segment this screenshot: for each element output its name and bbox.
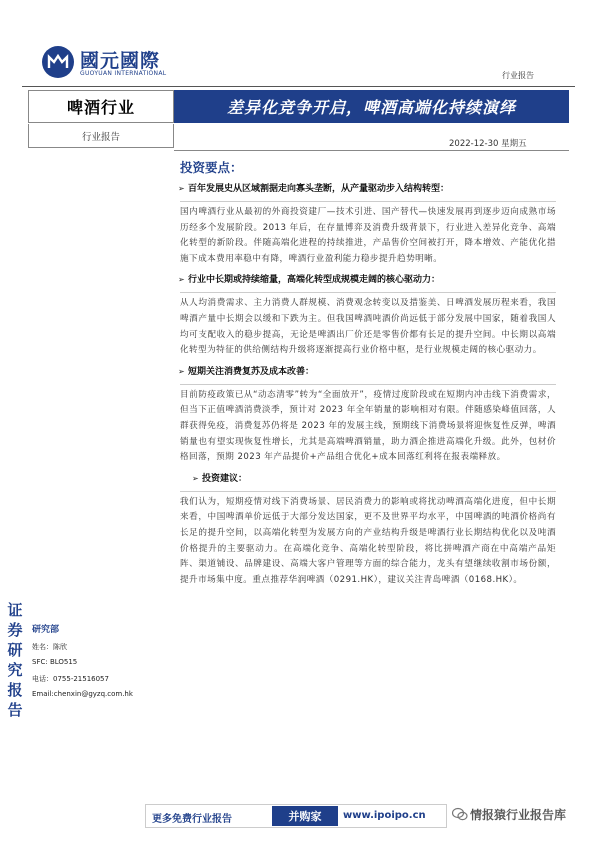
section-heading: 投资要点： xyxy=(180,160,243,175)
date-divider xyxy=(174,150,569,151)
logo-text-en: GUOYUAN INTERNATIONAL xyxy=(80,70,167,77)
report-type: 行业报告 xyxy=(81,131,120,143)
sector-label: 啤酒行业 xyxy=(66,98,135,117)
bullet-heading: ➢ 百年发展史从区域割据走向寡头垄断，从产量驱动步入结构转型： xyxy=(180,182,556,196)
analyst-email[interactable]: Email:chenxin@gyzq.com.hk xyxy=(32,690,133,698)
promo-text: 更多免费行业报告 xyxy=(152,814,232,825)
logo-text-cn: 國元國際 xyxy=(80,50,161,72)
paragraph: 从人均消费需求、主力消费人群规模、消费观念转变以及措鉴美、日啤酒发展历程来看，我国啤酒产量中长期会以缓和下跌为主。但我国啤酒吨酒价尚远低于部分发展中国家，随着我国人均可支配收入的稳步提高，无论是啤酒出厂价还是零售价都有长足的提升空间。中长期以高端化转型为特征的供给侧结构升级将逐渐提高行业价格中枢，是行业规模走阔的核心驱动力。 xyxy=(180,298,556,356)
report-type-box xyxy=(28,124,174,148)
bullet-heading: ➢ 短期关注消费复苏及成本改善： xyxy=(180,365,556,379)
paragraph: 我们认为，短期疫情对线下消费场景、居民消费力的影响或将扰动啤酒高端化进度，但中长期来看，中国啤酒单价远低于大部分发达国家，更不及世界平均水平，中国啤酒的吨酒价格尚有长足的提升空间，以高端化转型为发展方向的产业结构升级是啤酒行业长期结构优化以及吨酒价格提升的主要驱动力。在高端化竞争、高端化转型阶段，将比拼啤酒产商在中高端产品矩阵、渠道铺设、品牌建设、高端大客户管理等方面的综合能力，龙头有望继续收割市场份额，提升市场集中度。重点推荐华润啤酒（0291.HK），建议关注青岛啤酒（0168.HK）。 xyxy=(180,496,556,585)
divider xyxy=(180,201,556,202)
vertical-label xyxy=(6,600,24,720)
logo-icon xyxy=(42,46,74,78)
divider xyxy=(180,491,556,492)
bullet-heading: ➢ 投资建议： xyxy=(180,472,556,486)
vertical-char: 报 xyxy=(7,681,23,699)
report-date: 2022-12-30 星期五 xyxy=(449,139,527,149)
paragraph: 国内啤酒行业从最初的外商投资建厂—技术引进、国产替代—快速发展再到逐步迈向成熟市场历经多个发展阶段。2013 年后，在存量博弈及消费升级背景下，行业进入差异化竞争、高端化转型的新阶段。伴随高端化进程的持续推进，产品售价空间被打开，降本增效、产能优化措施下成本费用率稳中有降，啤酒行业盈利能力稳步提升趋势明晰。 xyxy=(180,207,556,264)
headline-bar xyxy=(174,90,569,123)
promo-url-link[interactable]: www.ipoipo.cn xyxy=(343,810,426,821)
divider xyxy=(180,292,556,293)
divider xyxy=(180,384,556,385)
analyst-sfc: SFC: BLO515 xyxy=(32,658,78,666)
wechat-icon xyxy=(452,806,468,822)
vertical-char: 告 xyxy=(7,701,23,719)
analyst-name: 姓名：陈欣 xyxy=(32,643,67,651)
headline: 差异化竞争开启，啤酒高端化持续演绎 xyxy=(226,98,516,117)
research-dept: 研究部 xyxy=(32,625,60,635)
vertical-char: 券 xyxy=(7,621,23,639)
header-divider xyxy=(22,86,575,87)
vertical-char: 证 xyxy=(7,601,23,619)
main-content xyxy=(180,158,556,588)
sector-label-box xyxy=(28,90,174,123)
vertical-char: 研 xyxy=(7,641,23,659)
bullet-heading: ➢ 行业中长期或持续缩量，高端化转型成规模走阔的核心驱动力： xyxy=(180,273,556,287)
watermark-text: 情报猿行业报告库 xyxy=(470,808,567,822)
vertical-char: 究 xyxy=(7,661,23,679)
promo-brand-button[interactable]: 并购家 xyxy=(272,806,338,826)
analyst-phone: 电话：0755-21516057 xyxy=(32,675,109,683)
header-tag: 行业报告 xyxy=(502,71,534,80)
paragraph: 目前防疫政策已从“动态清零”转为“全面放开”，疫情过度阶段或在短期内冲击线下消费需求，但当下正值啤酒消费淡季，预计对 2023 年全年销量的影响相对有限。伴随感染峰值回落，人群获得免疫，消费复苏仍将是 2023 年的发展主线，预期线下消费场景将迎恢复性反弹，啤酒销量也有望实现恢复性增长，尤其是高端啤酒销量，助力酒企推进高端化升级。此外，包材价格回落，预期 2023 年产品提价+产品组合优化+成本回落红利将在报表端释放。 xyxy=(180,389,556,463)
